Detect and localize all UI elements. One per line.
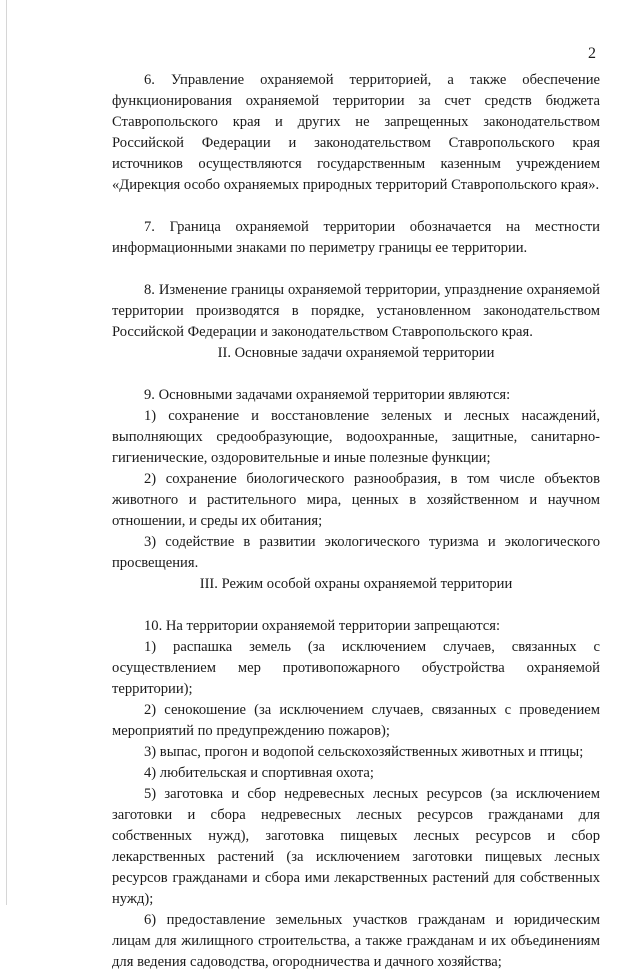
document-body [112,70,600,973]
list-item: 3) выпас, прогон и водопой сельскохозяйственных животных и птицы; [144,744,584,760]
section-3-heading: III. Режим особой охраны охраняемой территории [199,576,513,592]
page-number: 2 [588,45,596,62]
scan-edge-line [6,0,7,905]
list-item: 5) заготовка и сбор недревесных лесных ресурсов (за исключением заготовки и сбора недревесных лесных ресурсов гражданами для собственных нужд), заготовка пищевых лесных ресурсов и сбор лекарственных растений (за исключением заготовки пищевых лесных ресурсов гражданами и сбора ими лекарственных растений для собственных нужд); [112,786,600,907]
list-item: 6) предоставление земельных участков гражданам и юридическим лицам для жилищного строительства, а также гражданам и их объединениям для ведения садоводства, огородничества и дачного хозяйства; [112,912,600,970]
list-item: 1) сохранение и восстановление зеленых и лесных насаждений, выполняющих средообразующие, водоохранные, защитные, санитарно-гигиенические, оздоровительные и иные полезные функции; [112,408,600,466]
paragraph-6: 6. Управление охраняемой территорией, а также обеспечение функционирования охраняемой территории за счет средств бюджета Ставропольского края и других не запрещенных законодательством Российской Федерации и законодательством Ставропольского края источников осуществляются государственным казенным учреждением «Дирекция особо охраняемых природных территорий Ставропольского края». [112,72,600,193]
list-item: 4) любительская и спортивная охота; [144,765,374,781]
list-item: 1) распашка земель (за исключением случаев, связанных с осуществлением мер противопожарного обустройства охраняемой территории); [112,639,600,697]
paragraph-7: 7. Граница охраняемой территории обозначается на местности информационными знаками по периметру границы ее территории. [112,219,600,256]
paragraph-10: 10. На территории охраняемой территории запрещаются: [144,618,501,634]
paragraph-8: 8. Изменение границы охраняемой территории, упразднение охраняемой территории производятся в порядке, установленном законодательством Российской Федерации и законодательством Ставропольского края. [112,282,600,340]
paragraph-9: 9. Основными задачами охраняемой территории являются: [144,387,511,403]
list-item: 3) содействие в развитии экологического туризма и экологического просвещения. [112,534,600,571]
section-2-heading: II. Основные задачи охраняемой территории [217,345,495,361]
list-item: 2) сенокошение (за исключением случаев, связанных с проведением мероприятий по предупреждению пожаров); [112,702,600,739]
list-item: 2) сохранение биологического разнообразия, в том числе объектов животного и растительного мира, ценных в хозяйственном и научном отношении, и среды их обитания; [112,471,600,529]
